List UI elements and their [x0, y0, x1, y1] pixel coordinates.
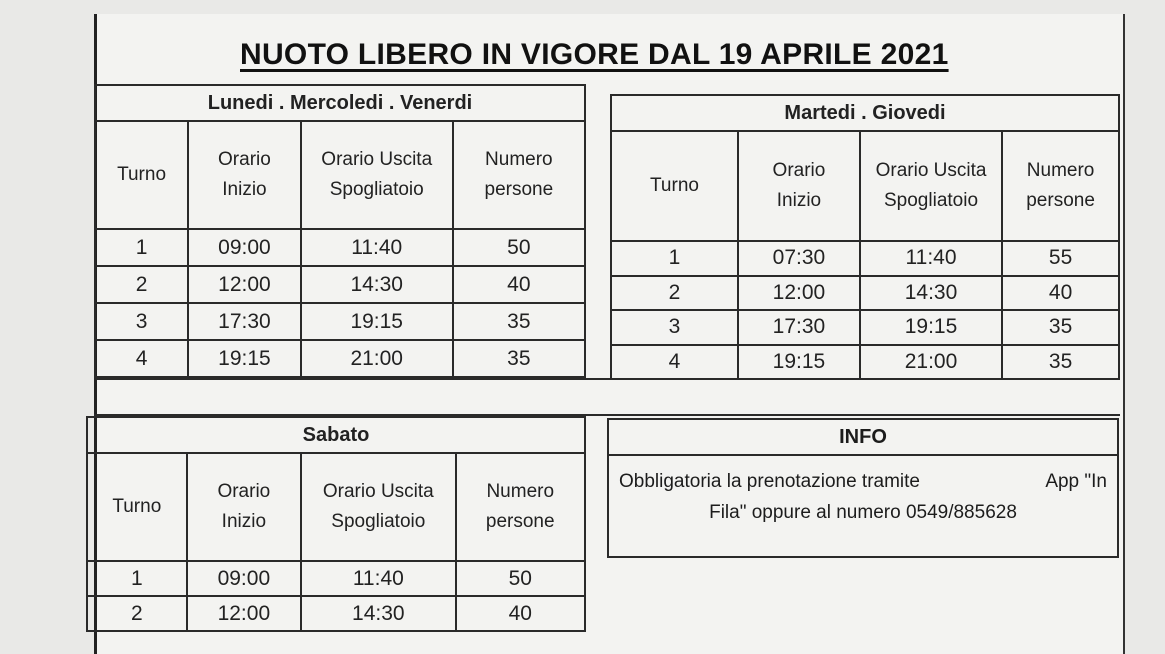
numero-persone-cell: 40: [453, 266, 585, 303]
table-row: [95, 303, 585, 340]
header-numero-persone-line: persone: [1026, 190, 1095, 211]
header-numero-persone-line: persone: [485, 511, 555, 532]
orario-uscita-cell: 14:30: [860, 276, 1002, 311]
header-turno: [95, 121, 188, 229]
day-heading: Lunedi . Mercoledi . Venerdi: [95, 85, 585, 121]
numero-persone-cell: 40: [456, 596, 586, 631]
info-box: [607, 418, 1119, 558]
orario-inizio-cell: 12:00: [738, 276, 860, 311]
header-orario-uscita-line: Spogliatoio: [331, 511, 426, 532]
orario-inizio-cell: 17:30: [738, 310, 860, 345]
schedule-mar-gio: [610, 94, 1120, 380]
header-turno-line: Turno: [650, 175, 699, 196]
table-row: [95, 229, 585, 266]
header-orario-inizio-line: Orario: [772, 160, 826, 181]
info-text: [609, 456, 1117, 528]
orario-uscita-cell: 21:00: [860, 345, 1002, 380]
info-line1-left: Obbligatoria la prenotazione tramite: [619, 471, 921, 492]
header-orario-uscita-line: Orario Uscita: [321, 149, 433, 170]
separator-band: [94, 378, 1120, 416]
header-numero-persone-line: persone: [484, 179, 554, 200]
header-orario-uscita-line: Spogliatoio: [884, 190, 979, 211]
header-orario-inizio-line: Inizio: [776, 190, 822, 211]
orario-uscita-cell: 19:15: [860, 310, 1002, 345]
day-heading: Sabato: [87, 417, 585, 453]
header-numero-persone: [456, 453, 586, 561]
header-numero-persone-line: Numero: [485, 149, 553, 170]
table-row: [95, 340, 585, 377]
header-turno-line: Turno: [112, 496, 162, 517]
header-orario-inizio: [187, 453, 302, 561]
numero-persone-cell: 50: [453, 229, 585, 266]
header-orario-uscita-line: Orario Uscita: [322, 481, 434, 502]
info-heading: INFO: [609, 420, 1117, 456]
schedule-table: [94, 84, 586, 378]
orario-inizio-cell: 09:00: [187, 561, 302, 596]
info-line2: Fila" oppure al numero 0549/885628: [709, 502, 1017, 523]
orario-uscita-cell: 21:00: [301, 340, 453, 377]
header-numero-persone: [453, 121, 585, 229]
numero-persone-cell: 35: [1002, 345, 1119, 380]
orario-inizio-cell: 09:00: [188, 229, 301, 266]
orario-uscita-cell: 11:40: [301, 561, 455, 596]
header-turno: [87, 453, 187, 561]
turno-cell: 2: [95, 266, 188, 303]
info-line1-right: App "In: [1045, 471, 1107, 492]
schedule-lun-mer-ven: [94, 84, 586, 378]
page-title: NUOTO LIBERO IN VIGORE DAL 19 APRILE 2021: [240, 38, 949, 71]
header-orario-uscita: [301, 453, 455, 561]
orario-inizio-cell: 19:15: [738, 345, 860, 380]
header-orario-uscita: [301, 121, 453, 229]
table-row: [87, 596, 585, 631]
header-orario-uscita-line: Spogliatoio: [329, 179, 424, 200]
orario-uscita-cell: 11:40: [860, 241, 1002, 276]
header-orario-inizio: [188, 121, 301, 229]
numero-persone-cell: 50: [456, 561, 586, 596]
header-orario-inizio-line: Inizio: [221, 511, 267, 532]
orario-inizio-cell: 07:30: [738, 241, 860, 276]
turno-cell: 3: [611, 310, 738, 345]
numero-persone-cell: 35: [453, 340, 585, 377]
numero-persone-cell: 35: [1002, 310, 1119, 345]
table-row: [611, 276, 1119, 311]
turno-cell: 2: [87, 596, 187, 631]
header-numero-persone-line: Numero: [1026, 160, 1095, 181]
table-row: [611, 345, 1119, 380]
header-numero-persone-line: Numero: [486, 481, 555, 502]
schedule-table: [610, 94, 1120, 380]
orario-uscita-cell: 19:15: [301, 303, 453, 340]
header-numero-persone: [1002, 131, 1119, 241]
turno-cell: 1: [95, 229, 188, 266]
day-heading: Martedi . Giovedi: [611, 95, 1119, 131]
turno-cell: 1: [611, 241, 738, 276]
orario-uscita-cell: 14:30: [301, 596, 455, 631]
turno-cell: 4: [611, 345, 738, 380]
table-row: [611, 310, 1119, 345]
turno-cell: 4: [95, 340, 188, 377]
header-orario-inizio: [738, 131, 860, 241]
turno-cell: 1: [87, 561, 187, 596]
orario-inizio-cell: 12:00: [188, 266, 301, 303]
orario-inizio-cell: 17:30: [188, 303, 301, 340]
turno-cell: 3: [95, 303, 188, 340]
orario-inizio-cell: 19:15: [188, 340, 301, 377]
header-orario-inizio-line: Orario: [217, 481, 271, 502]
schedule-sabato: [86, 416, 586, 632]
table-row: [87, 561, 585, 596]
header-turno: [611, 131, 738, 241]
orario-uscita-cell: 14:30: [301, 266, 453, 303]
header-orario-inizio-line: Orario: [218, 149, 271, 170]
header-orario-uscita-line: Orario Uscita: [875, 160, 987, 181]
numero-persone-cell: 40: [1002, 276, 1119, 311]
numero-persone-cell: 35: [453, 303, 585, 340]
header-orario-uscita: [860, 131, 1002, 241]
table-row: [95, 266, 585, 303]
orario-uscita-cell: 11:40: [301, 229, 453, 266]
schedule-table: [86, 416, 586, 632]
table-row: [611, 241, 1119, 276]
header-turno-line: Turno: [117, 164, 167, 185]
numero-persone-cell: 55: [1002, 241, 1119, 276]
turno-cell: 2: [611, 276, 738, 311]
orario-inizio-cell: 12:00: [187, 596, 302, 631]
header-orario-inizio-line: Inizio: [222, 179, 267, 200]
